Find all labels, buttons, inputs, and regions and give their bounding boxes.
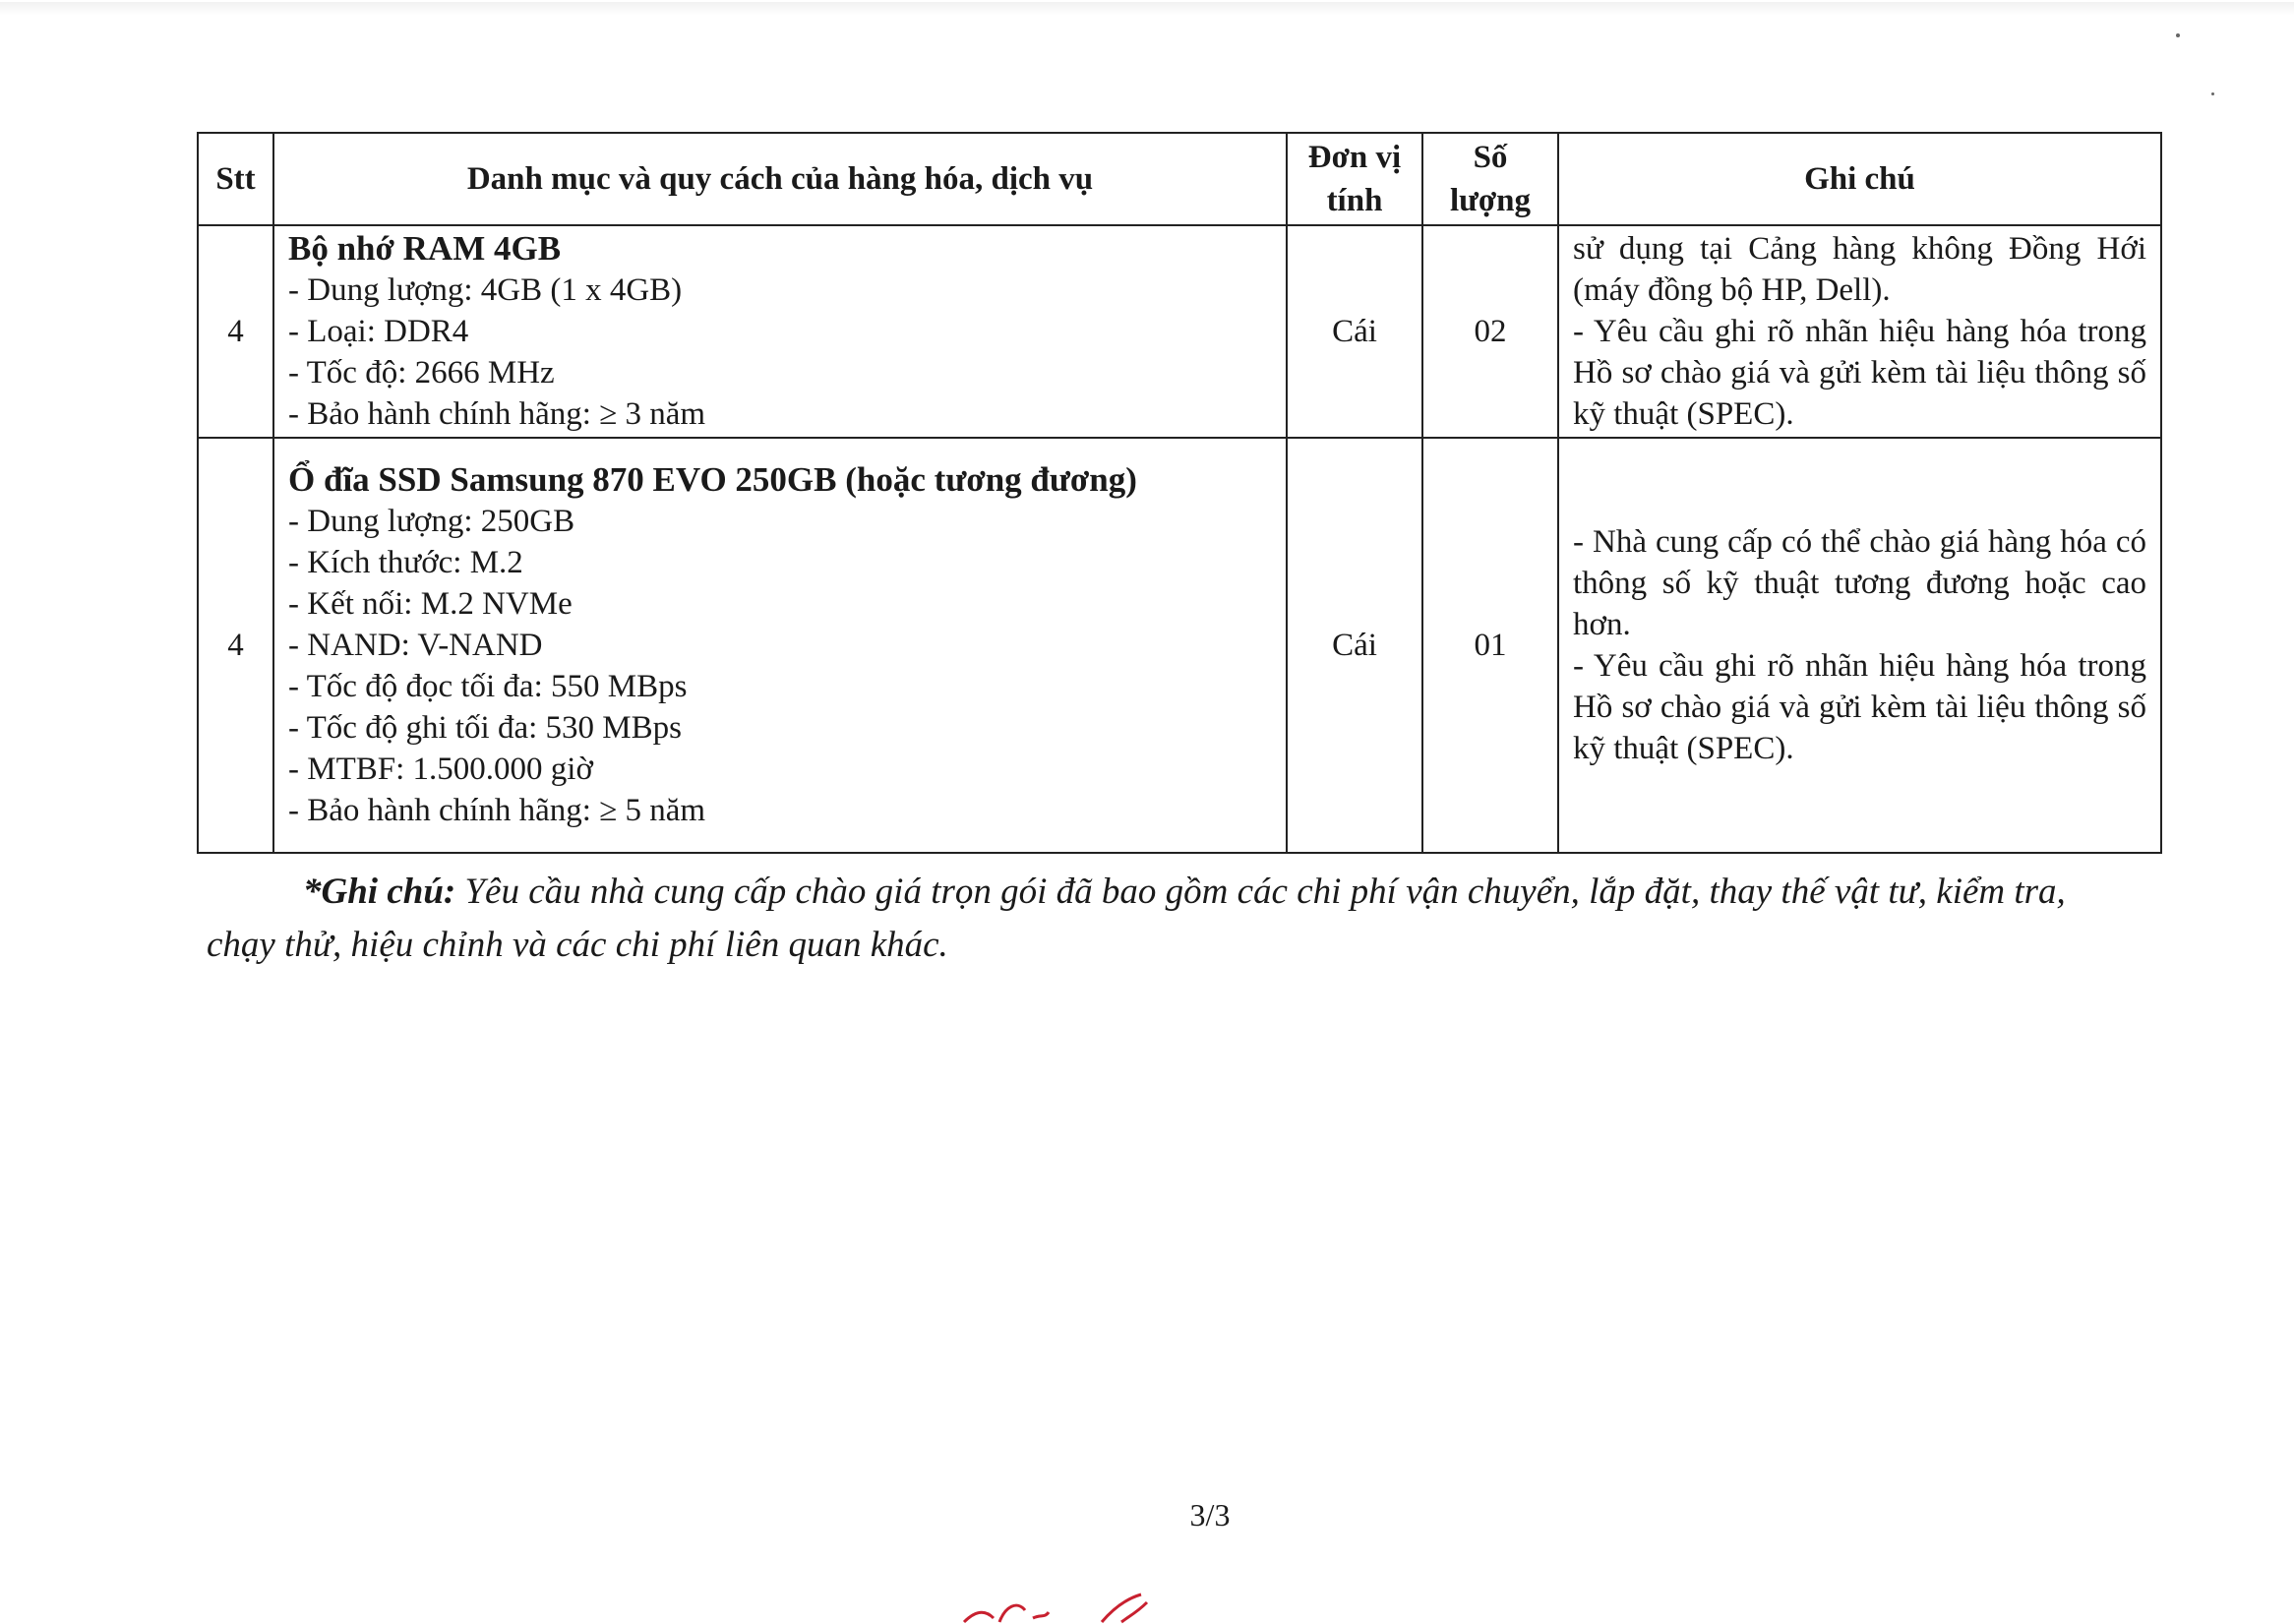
note-line: - Nhà cung cấp có thể chào giá hàng hóa có thông số kỹ thuật tương đương hoặc cao hơn. [1573,524,2146,642]
cell-unit: Cái [1287,438,1422,853]
header-qty [1422,133,1558,225]
scan-speck [2211,92,2214,95]
item-title: Ổ đĩa SSD Samsung 870 EVO 250GB (hoặc tương đương) [288,460,1137,499]
header-stt: Stt [198,133,273,225]
note-line: - Yêu cầu ghi rõ nhãn hiệu hàng hóa trong Hồ sơ chào giá và gửi kèm tài liệu thông số kỹ thuật (SPEC). [1573,314,2146,432]
table-row [198,225,2161,438]
footnote-text-line2: chạy thử, hiệu chỉnh và các chi phí liên quan khác. [207,925,948,965]
spec-line: - Loại: DDR4 [288,314,469,349]
note-line: sử dụng tại Cảng hàng không Đồng Hới (máy đồng bộ HP, Dell). [1573,231,2146,308]
spec-line: - Tốc độ ghi tối đa: 530 MBps [288,710,682,746]
goods-spec-table [197,132,2162,854]
table-header-row [198,133,2161,225]
spec-line: - Dung lượng: 250GB [288,504,575,539]
cell-qty: 01 [1422,438,1558,853]
cell-note [1558,438,2161,853]
cell-item [273,438,1287,853]
header-qty-line2: lượng [1449,183,1532,218]
scan-top-edge [0,2,2294,16]
footnote-label: *Ghi chú: [303,872,456,912]
cell-qty: 02 [1422,225,1558,438]
spec-line: - NAND: V-NAND [288,628,543,663]
spec-line: - Bảo hành chính hãng: ≥ 5 năm [288,793,706,828]
cell-unit: Cái [1287,225,1422,438]
cell-item [273,225,1287,438]
header-unit-line1: Đơn vị [1307,140,1402,175]
note-line: - Yêu cầu ghi rõ nhãn hiệu hàng hóa trong Hồ sơ chào giá và gửi kèm tài liệu thông số kỹ thuật (SPEC). [1573,648,2146,766]
header-note: Ghi chú [1558,133,2161,225]
cell-stt: 4 [198,438,273,853]
header-qty-line1: Số [1473,140,1508,175]
cell-note [1558,225,2161,438]
red-seal-fragment [954,1589,1230,1624]
table-row [198,438,2161,853]
spec-line: - Dung lượng: 4GB (1 x 4GB) [288,272,683,308]
cell-stt: 4 [198,225,273,438]
header-item: Danh mục và quy cách của hàng hóa, dịch vụ [273,133,1287,225]
scan-speck [2176,33,2180,37]
spec-line: - Bảo hành chính hãng: ≥ 3 năm [288,396,706,432]
header-unit-line2: tính [1326,183,1383,218]
footnote-text-line1: Yêu cầu nhà cung cấp chào giá trọn gói đã bao gồm các chi phí vận chuyển, lắp đặt, thay thế vật tư, kiểm tra, [455,872,2066,912]
item-title: Bộ nhớ RAM 4GB [288,229,562,268]
spec-line: - Kết nối: M.2 NVMe [288,586,573,622]
footnote [207,866,2174,972]
spec-line: - MTBF: 1.500.000 giờ [288,752,593,787]
header-unit [1287,133,1422,225]
spec-line: - Tốc độ đọc tối đa: 550 MBps [288,669,688,704]
page-number: 3/3 [1189,1497,1231,1533]
spec-line: - Kích thước: M.2 [288,545,523,580]
spec-line: - Tốc độ: 2666 MHz [288,355,555,391]
